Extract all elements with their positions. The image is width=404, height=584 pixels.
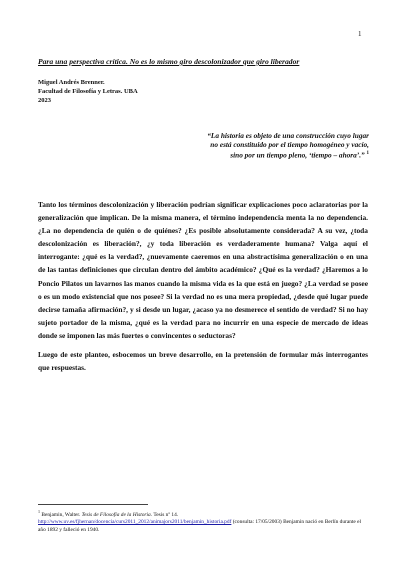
page-number: 1 bbox=[358, 30, 362, 38]
author-block bbox=[38, 78, 238, 105]
footnote-divider bbox=[38, 504, 148, 505]
footnote-line bbox=[38, 508, 368, 519]
epigraph-line: “La historia es objeto de una construcción cuyo lugar bbox=[207, 131, 369, 140]
epigraph-line: no está constituido por el tiempo homogéneo y vacío, bbox=[210, 140, 369, 149]
author-name: Miguel Andrés Brenner. bbox=[38, 79, 105, 86]
footnote-ref[interactable]: 1 bbox=[366, 151, 369, 156]
body-text bbox=[38, 198, 368, 374]
footnote-work: Tesis de Filosofía de la Historia. bbox=[81, 511, 153, 518]
footnote-consulta: (consulta: 17/05/2003) bbox=[232, 519, 282, 526]
author-affiliation: Facultad de Filosofía y Letras. UBA bbox=[38, 88, 138, 95]
paragraph: Tanto los términos descolonización y liberación podrían significar explicaciones poco aclaratorias por la generalización que implican. De la misma manera, el término independencia menta la no dependencia. ¿La no dependencia de quién o de quiénes? ¿Es posible absolutamente considerada? A su vez, ¿toda descolonización es liberación?, ¿y toda liberación es verdaderamente humana? Valga aquí el interrogante: ¿qué es la verdad?, ¿nuevamente caeremos en una abstractísima generalización o en una de las tantas definiciones que circulan dentro del ámbito académico? ¿Qué es la verdad? ¿Haremos a lo Poncio Pilatos un lavarnos las manos cuando la misma vida es la que está en juego? ¿La verdad se posee o es un modo existencial que nos posee? Si la verdad no es una mera propiedad, ¿desde qué lugar puede decirse tamaña afirmación?, y si desde un lugar, ¿acaso ya no desmerece el sentido de verdad? Si no hay sujeto portador de la misma, ¿qué es la verdad para no incurrir en una especie de mercado de ideas donde se imponen las más fuertes o convincentes o seductoras? bbox=[38, 200, 368, 340]
footnote-number: 1 bbox=[38, 509, 40, 514]
epigraph-quote bbox=[150, 131, 369, 159]
document-title: Para una perspectiva crítica. No es lo mismo giro descolonizador que giro liberador bbox=[38, 57, 300, 66]
footnote-line bbox=[38, 519, 368, 534]
footnote bbox=[38, 508, 368, 535]
footnote-thesis: Tesis nº 14. bbox=[153, 511, 179, 518]
epigraph-line-last bbox=[150, 149, 369, 159]
footnote-note: Benjamin nació en Berlín durante el año 1892 y falleció en 1940. bbox=[38, 519, 362, 533]
epigraph-line-text: sino por un tiempo pleno, ‘tiempo – ahora’.” bbox=[230, 150, 365, 160]
paragraph: Luego de este planteo, esbocemos un breve desarrollo, en la pretensión de formular más interrogantes que respuestas. bbox=[38, 350, 368, 373]
footnote-author: Benjamin, Walter. bbox=[41, 511, 81, 518]
footnote-link[interactable]: http://www.uv.es/fjhernan/docencia/curs2011_2012/animajors2011/benjamin_historia.pdf bbox=[38, 519, 232, 526]
publication-year: 2023 bbox=[38, 97, 51, 104]
